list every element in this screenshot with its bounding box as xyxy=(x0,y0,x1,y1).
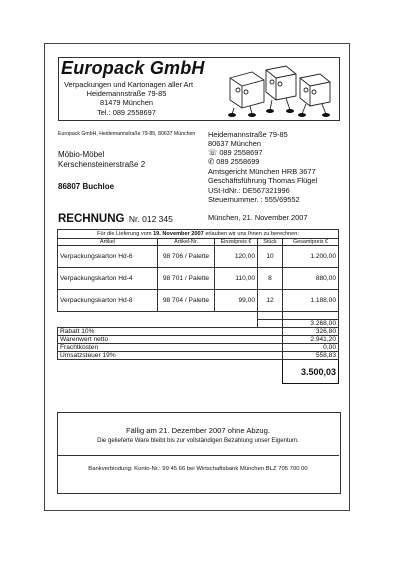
info-city: 80637 München xyxy=(208,139,262,148)
row-gesamtpreis: 1.200,00 xyxy=(283,246,339,268)
row-stueck: 12 xyxy=(258,290,283,312)
company-phone: Tel.: 089 2558697 xyxy=(97,108,156,117)
row-stueck: 10 xyxy=(258,246,283,268)
info-fax-row xyxy=(208,157,259,166)
company-tagline: Verpackungen und Kartonagen aller Art xyxy=(64,80,194,89)
intro-suffix: erlauben wir uns Ihnen zu berechnen: xyxy=(205,231,299,237)
row-artikel-nr: 98 701 / Palette xyxy=(158,268,215,290)
sender-line: Europack GmbH, Heidemannstraße 79-85, 80637 München xyxy=(58,131,196,137)
table-row xyxy=(58,246,339,268)
intro-date: 19. November 2007 xyxy=(153,231,204,237)
spacer-row xyxy=(58,312,339,320)
info-fax: 089 2558699 xyxy=(216,157,260,166)
phone-icon: ☏ xyxy=(208,148,218,157)
header-row xyxy=(58,239,339,246)
fracht-value: 0,00 xyxy=(283,344,339,352)
bank-text: Bankverbindung: Konto-Nr.: 99 45 66 bei Wirtschaftsbank München BLZ 705 700 00 xyxy=(88,466,308,472)
info-management: Geschäftsführung Thomas Flügel xyxy=(208,176,318,185)
intro-text xyxy=(58,230,339,239)
subtotal-row xyxy=(58,320,339,328)
netto-label: Warenwert netto xyxy=(58,336,283,344)
row-stueck: 8 xyxy=(258,268,283,290)
ust-row xyxy=(58,352,339,360)
info-tax-number: Steuernummer. : 555/69552 xyxy=(208,195,300,204)
footer-divider xyxy=(57,455,339,456)
intro-row xyxy=(58,230,339,239)
row-einzelpreis: 110,00 xyxy=(215,268,258,290)
walking-boxes-illustration xyxy=(222,62,340,118)
rabatt-value: 326,80 xyxy=(283,328,339,336)
row-einzelpreis: 99,00 xyxy=(215,290,258,312)
ownership-text: Die gelieferte Ware bleibt bis zur vollständigen Bezahlung unser Eigentum. xyxy=(97,437,299,444)
intro-prefix: Für die Lieferung vom xyxy=(97,231,152,237)
items-table xyxy=(57,229,339,384)
info-court: Amtsgericht München HRB 3677 xyxy=(208,167,316,176)
row-einzelpreis: 120,00 xyxy=(215,246,258,268)
col-gesamtpreis: Gesamtpreis € xyxy=(283,239,339,246)
recipient-name: Möbio-Möbel xyxy=(58,150,105,159)
col-stueck: Stück xyxy=(258,239,283,246)
fracht-label: Frachtkosten xyxy=(58,344,283,352)
netto-row xyxy=(58,336,339,344)
company-city: 81479 München xyxy=(99,98,153,107)
invoice-date: München, 21. November 2007 xyxy=(208,213,308,222)
info-phone: 089 2558697 xyxy=(219,148,263,157)
table-row xyxy=(58,268,339,290)
recipient-street: Kerschensteinerstraße 2 xyxy=(58,160,146,169)
ust-label: Umsatzsteuer 19% xyxy=(58,352,283,360)
col-einzelpreis: Einzelpreis € xyxy=(215,239,258,246)
info-phone-row xyxy=(208,148,262,157)
fracht-row xyxy=(58,344,339,352)
row-gesamtpreis: 1.188,00 xyxy=(283,290,339,312)
row-artikel-nr: 98 704 / Palette xyxy=(158,290,215,312)
recipient-city: 86807 Buchloe xyxy=(58,182,115,191)
company-street: Heidemannstraße 79-85 xyxy=(86,89,167,98)
col-artikel: Artikel xyxy=(58,239,158,246)
row-artikel-nr: 98 706 / Palette xyxy=(158,246,215,268)
rabatt-label: Rabatt 10% xyxy=(58,328,283,336)
info-vat-id: USt-IdNr.: DE567321996 xyxy=(208,186,290,195)
grand-total-value: 3.500,03 xyxy=(283,360,339,384)
invoice-title: RECHNUNG xyxy=(58,213,125,225)
grand-total-row xyxy=(58,360,339,384)
invoice-heading xyxy=(58,209,173,227)
company-name: Europack GmbH xyxy=(61,58,205,78)
netto-value: 2.941,20 xyxy=(283,336,339,344)
rabatt-row xyxy=(58,328,339,336)
row-artikel: Verpackungskarton Hd-8 xyxy=(58,290,158,312)
subtotal-value: 3.268,00 xyxy=(283,320,339,328)
fax-icon: ✆ xyxy=(208,157,215,166)
row-artikel: Verpackungskarton Hd-6 xyxy=(58,246,158,268)
ust-value: 558,83 xyxy=(283,352,339,360)
due-text: Fällig am 21. Dezember 2007 ohne Abzug. xyxy=(126,426,270,435)
table-row xyxy=(58,290,339,312)
row-artikel: Verpackungskarton Hd-4 xyxy=(58,268,158,290)
info-street: Heidemannstraße 79-85 xyxy=(208,130,288,139)
col-artikel-nr: Artikel-Nr. xyxy=(158,239,215,246)
row-gesamtpreis: 880,00 xyxy=(283,268,339,290)
footer-box xyxy=(57,412,341,494)
invoice-number: Nr. 012 345 xyxy=(128,214,173,224)
